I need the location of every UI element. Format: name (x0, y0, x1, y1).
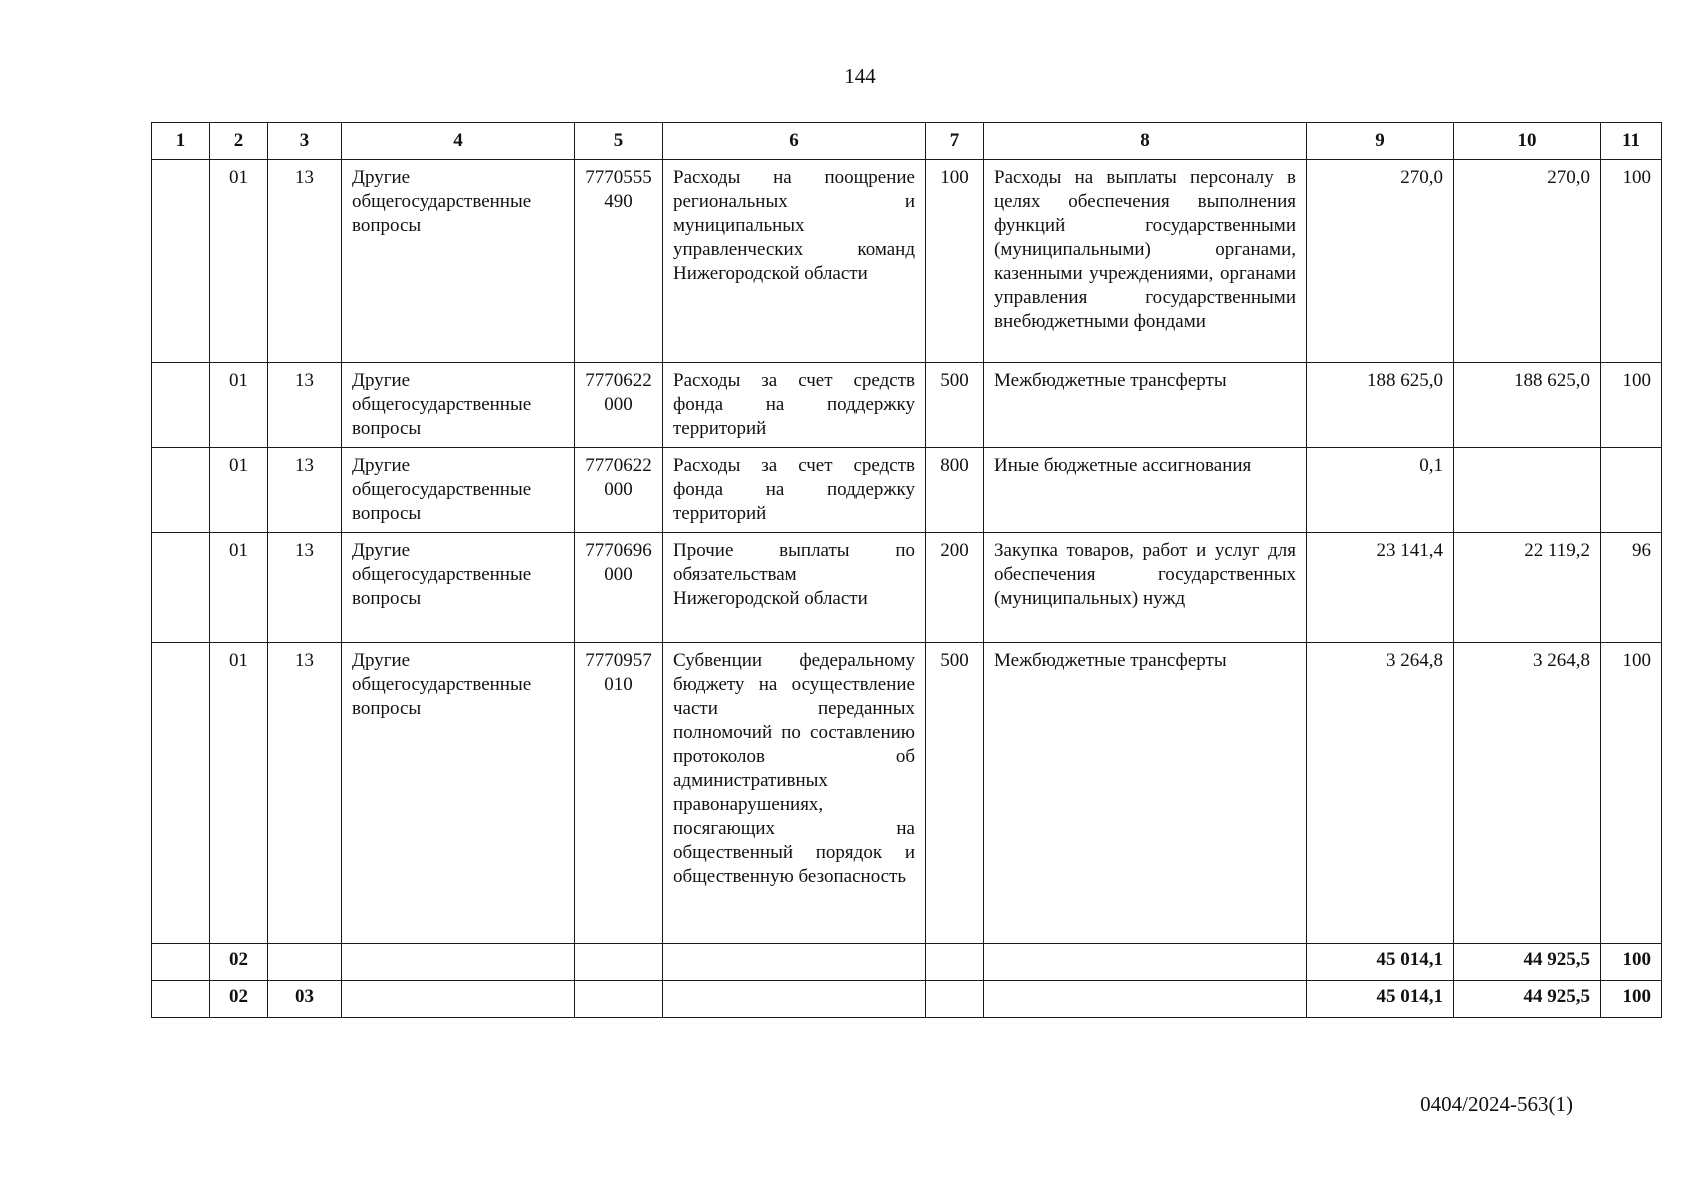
cell-planned-amount: 45 014,1 (1307, 944, 1454, 981)
cell-subsection-name: Другие общегосударственные вопросы (342, 533, 575, 643)
cell-subsection: 03 (268, 981, 342, 1018)
cell-planned-amount: 45 014,1 (1307, 981, 1454, 1018)
cell-target-name: Прочие выплаты по обязательствам Нижегородской области (663, 533, 926, 643)
cell-planned-amount: 3 264,8 (1307, 643, 1454, 944)
cell-execution-percent: 100 (1601, 363, 1662, 448)
cell-expense-type-name (984, 981, 1307, 1018)
cell-col1 (152, 448, 210, 533)
cell-target-name: Расходы за счет средств фонда на поддержку территорий (663, 448, 926, 533)
cell-execution-percent (1601, 448, 1662, 533)
cell-section: 02 (210, 944, 268, 981)
cell-section: 01 (210, 363, 268, 448)
cell-subsection-name: Другие общегосударственные вопросы (342, 160, 575, 363)
column-header: 10 (1454, 123, 1601, 160)
column-header: 1 (152, 123, 210, 160)
cell-target-name: Расходы за счет средств фонда на поддержку территорий (663, 363, 926, 448)
cell-expense-type-name: Иные бюджетные ассигнования (984, 448, 1307, 533)
column-header: 8 (984, 123, 1307, 160)
cell-execution-percent: 100 (1601, 944, 1662, 981)
cell-col1 (152, 363, 210, 448)
cell-executed-amount: 3 264,8 (1454, 643, 1601, 944)
total-row (152, 981, 1662, 1018)
column-header: 3 (268, 123, 342, 160)
cell-executed-amount: 44 925,5 (1454, 981, 1601, 1018)
cell-expense-type-code: 100 (926, 160, 984, 363)
cell-planned-amount: 188 625,0 (1307, 363, 1454, 448)
cell-col1 (152, 643, 210, 944)
cell-expense-type-code: 500 (926, 643, 984, 944)
cell-expense-type-code (926, 981, 984, 1018)
cell-expense-type-name (984, 944, 1307, 981)
cell-section: 02 (210, 981, 268, 1018)
cell-subsection: 13 (268, 533, 342, 643)
cell-execution-percent: 100 (1601, 160, 1662, 363)
cell-section: 01 (210, 533, 268, 643)
cell-subsection-name: Другие общегосударственные вопросы (342, 363, 575, 448)
cell-section: 01 (210, 448, 268, 533)
column-header: 7 (926, 123, 984, 160)
cell-executed-amount (1454, 448, 1601, 533)
cell-target-name: Расходы на поощрение региональных и муниципальных управленческих команд Нижегородской области (663, 160, 926, 363)
cell-executed-amount: 270,0 (1454, 160, 1601, 363)
cell-expense-type-code: 500 (926, 363, 984, 448)
cell-execution-percent: 100 (1601, 981, 1662, 1018)
cell-subsection-name (342, 944, 575, 981)
cell-target-code (575, 944, 663, 981)
budget-execution-table (151, 122, 1662, 1018)
cell-subsection-name (342, 981, 575, 1018)
cell-execution-percent: 96 (1601, 533, 1662, 643)
cell-col1 (152, 944, 210, 981)
cell-target-code: 7770957010 (575, 643, 663, 944)
cell-subsection: 13 (268, 160, 342, 363)
cell-expense-type-code: 200 (926, 533, 984, 643)
header-row (152, 123, 1662, 160)
column-header: 11 (1601, 123, 1662, 160)
cell-expense-type-code: 800 (926, 448, 984, 533)
cell-target-name: Субвенции федеральному бюджету на осуществление части переданных полномочий по составлению протоколов об административных правонарушениях, посягающих на общественный порядок и общественную безопасность (663, 643, 926, 944)
cell-target-code: 7770622000 (575, 363, 663, 448)
table-row (152, 448, 1662, 533)
total-row (152, 944, 1662, 981)
table-row (152, 643, 1662, 944)
cell-col1 (152, 533, 210, 643)
cell-executed-amount: 188 625,0 (1454, 363, 1601, 448)
cell-subsection: 13 (268, 448, 342, 533)
table-row (152, 160, 1662, 363)
cell-target-name (663, 981, 926, 1018)
cell-expense-type-code (926, 944, 984, 981)
cell-col1 (152, 981, 210, 1018)
cell-executed-amount: 22 119,2 (1454, 533, 1601, 643)
column-header: 4 (342, 123, 575, 160)
cell-subsection: 13 (268, 363, 342, 448)
cell-subsection-name: Другие общегосударственные вопросы (342, 643, 575, 944)
column-header: 6 (663, 123, 926, 160)
cell-subsection: 13 (268, 643, 342, 944)
cell-planned-amount: 23 141,4 (1307, 533, 1454, 643)
cell-target-code (575, 981, 663, 1018)
cell-section: 01 (210, 643, 268, 944)
cell-planned-amount: 270,0 (1307, 160, 1454, 363)
page-number: 144 (844, 64, 876, 88)
cell-subsection (268, 944, 342, 981)
cell-subsection-name: Другие общегосударственные вопросы (342, 448, 575, 533)
column-header: 5 (575, 123, 663, 160)
document-registration-code: 0404/2024-563(1) (1420, 1092, 1573, 1116)
cell-target-code: 7770696000 (575, 533, 663, 643)
table-row (152, 363, 1662, 448)
cell-expense-type-name: Расходы на выплаты персоналу в целях обеспечения выполнения функций государственными (муниципальными) органами, казенными учреждениями, органами управления государственными внебюджетными фондами (984, 160, 1307, 363)
column-header: 9 (1307, 123, 1454, 160)
table-row (152, 533, 1662, 643)
cell-target-code: 7770555490 (575, 160, 663, 363)
cell-section: 01 (210, 160, 268, 363)
cell-expense-type-name: Межбюджетные трансферты (984, 643, 1307, 944)
cell-executed-amount: 44 925,5 (1454, 944, 1601, 981)
cell-col1 (152, 160, 210, 363)
cell-expense-type-name: Закупка товаров, работ и услуг для обеспечения государственных (муниципальных) нужд (984, 533, 1307, 643)
cell-planned-amount: 0,1 (1307, 448, 1454, 533)
cell-target-name (663, 944, 926, 981)
cell-target-code: 7770622000 (575, 448, 663, 533)
cell-execution-percent: 100 (1601, 643, 1662, 944)
cell-expense-type-name: Межбюджетные трансферты (984, 363, 1307, 448)
column-header: 2 (210, 123, 268, 160)
